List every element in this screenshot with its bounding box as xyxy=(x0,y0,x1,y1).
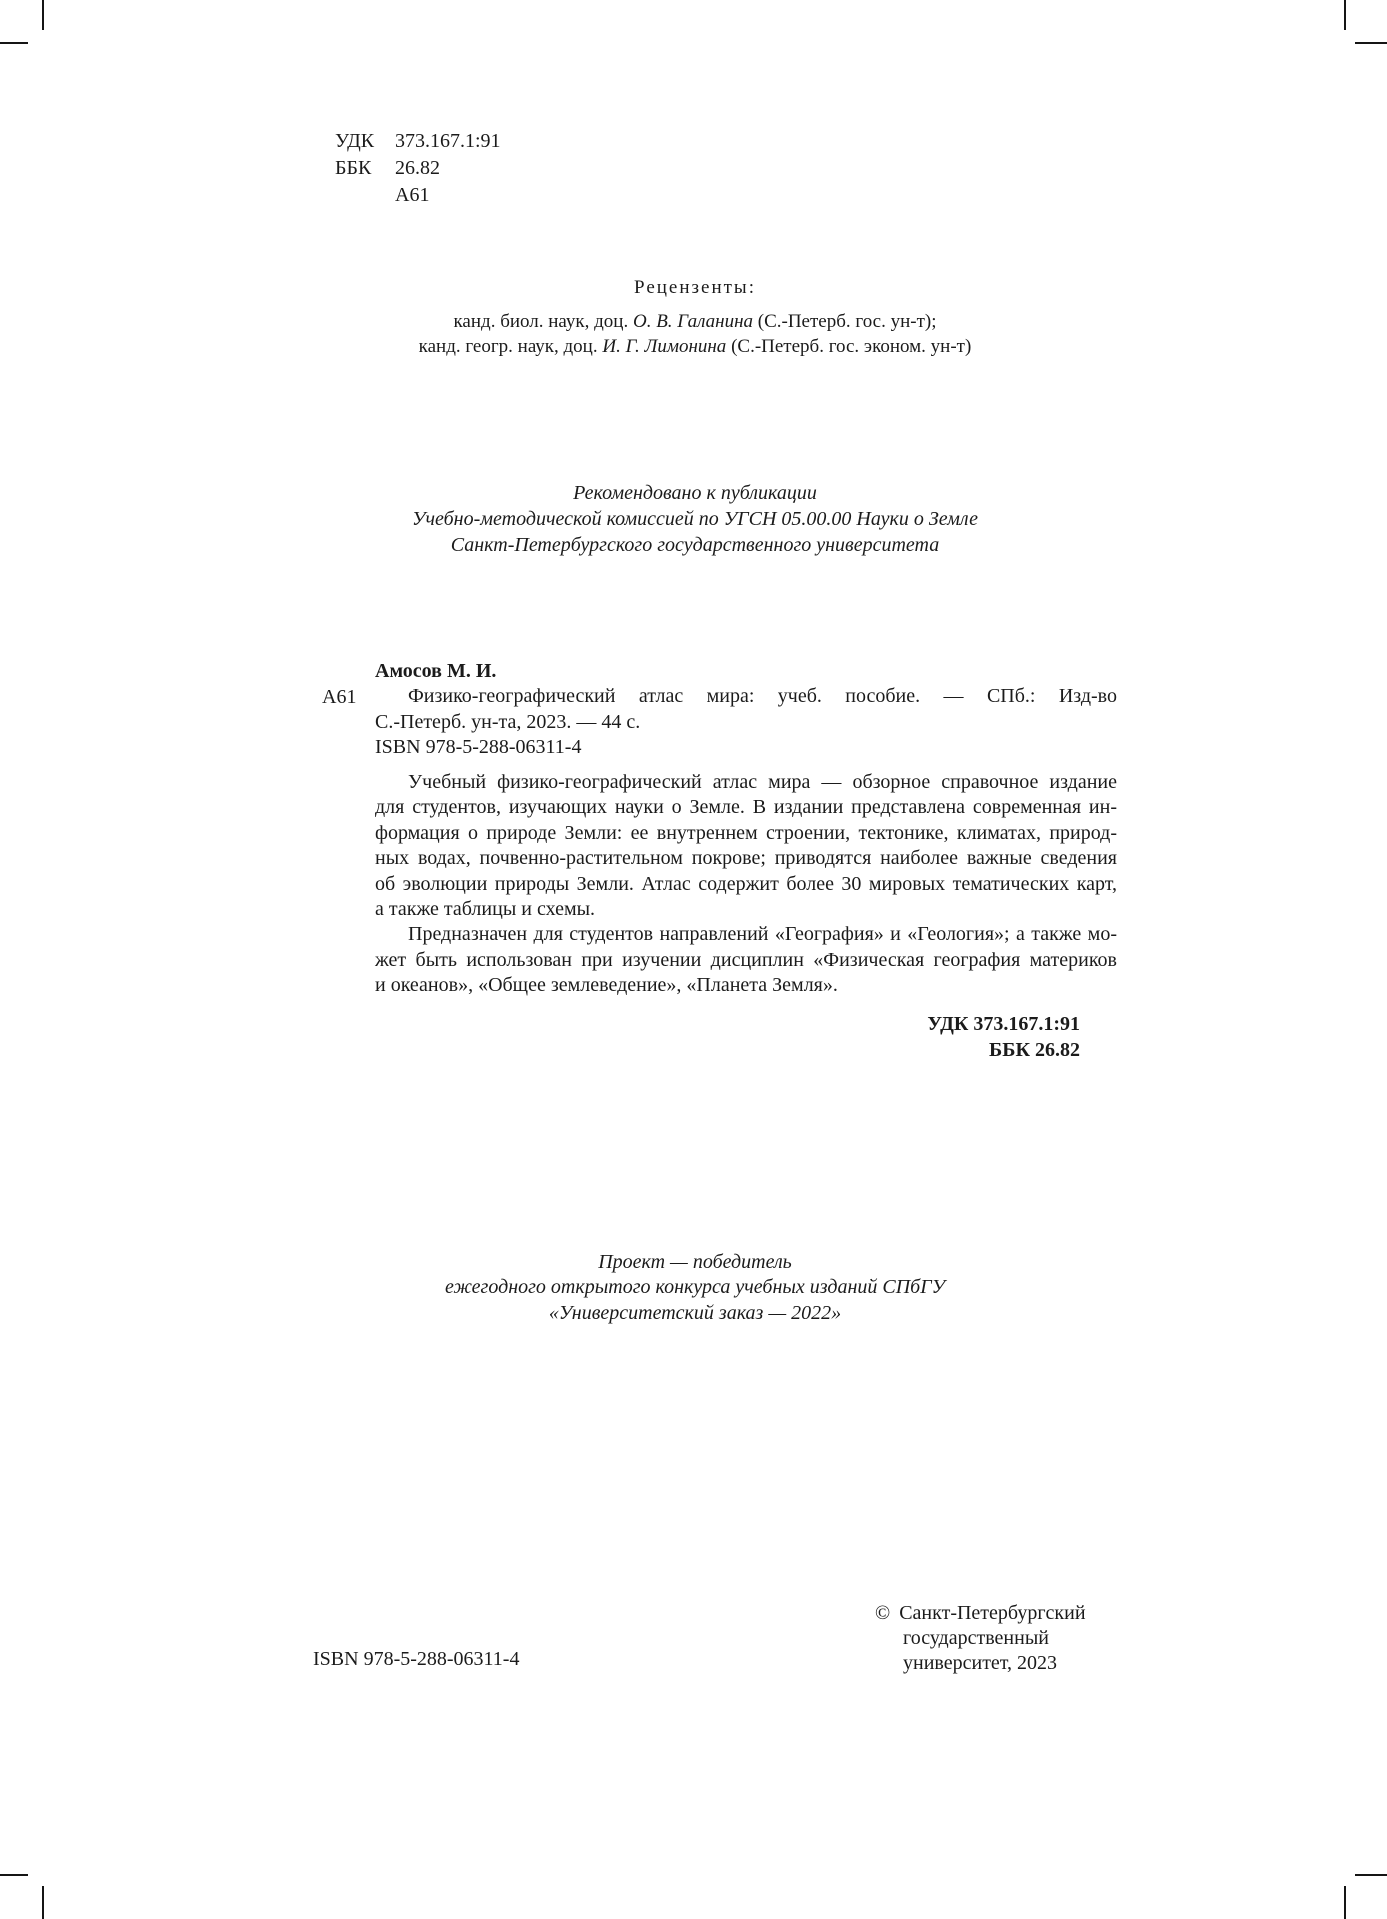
crop-mark-bottom-right-horizontal xyxy=(1355,1874,1387,1876)
award-line: Проект — победитель xyxy=(598,1251,792,1273)
author-sign: А61 xyxy=(395,184,430,206)
reviewer-line xyxy=(278,334,1112,359)
bibliographic-description xyxy=(375,684,1117,735)
bottom-codes-block xyxy=(375,1012,1080,1063)
author-sign-row xyxy=(335,182,501,209)
udk-bold: УДК 373.167.1:91 xyxy=(927,1013,1080,1035)
reviewer-degree: канд. геогр. наук, доц. xyxy=(418,336,603,357)
reviewers-heading: Рецензенты: xyxy=(634,277,756,298)
author-name: Амосов М. И. xyxy=(375,660,497,682)
text-line: Учебный физико-географический атлас мира — обзорное справочное издание xyxy=(408,771,1117,793)
reviewer-affiliation: (С.-Петерб. гос. эконом. ун-т) xyxy=(726,336,972,357)
author-sign-margin: А61 xyxy=(322,686,357,708)
recommendation-line: Санкт-Петербургского государственного университета xyxy=(450,534,940,556)
footer-isbn: ISBN 978-5-288-06311-4 xyxy=(313,1648,520,1670)
bbk-bold: ББК 26.82 xyxy=(989,1038,1080,1061)
recommendation-block xyxy=(278,480,1112,558)
crop-mark-bottom-left-horizontal xyxy=(0,1874,28,1876)
isbn-line: ISBN 978-5-288-06311-4 xyxy=(375,736,582,758)
reviewers-block xyxy=(278,276,1112,359)
crop-mark-top-right-horizontal xyxy=(1355,42,1387,44)
text-line: и океанов», «Общее землеведение», «Планета Земля». xyxy=(375,974,838,997)
crop-mark-bottom-left-vertical xyxy=(42,1886,44,1919)
copyright-holder: Санкт-Петербургский xyxy=(899,1602,1086,1624)
crop-mark-bottom-right-vertical xyxy=(1344,1886,1346,1919)
reviewer-degree: канд. биол. наук, доц. xyxy=(453,311,633,332)
text-line: жет быть использован при изучении дисциплин «Физическая география материков xyxy=(375,948,1117,971)
text-line: формация о природе Земли: ее внутреннем строении, тектонике, климатах, природ- xyxy=(375,821,1117,844)
copyright-line: государственный xyxy=(903,1627,1049,1649)
author-sign-spacer xyxy=(335,182,395,209)
crop-mark-top-right-vertical xyxy=(1344,0,1346,30)
recommendation-line: Учебно-методической комиссией по УГСН 05.00.00 Науки о Земле xyxy=(412,508,978,530)
top-codes-block xyxy=(335,128,501,209)
copyright-line: университет, 2023 xyxy=(903,1652,1058,1674)
reviewer-affiliation: (С.-Петерб. гос. ун-т); xyxy=(753,311,937,332)
udk-label: УДК xyxy=(335,130,375,152)
text-line: а также таблицы и схемы. xyxy=(375,898,596,921)
bbk-label: ББК xyxy=(335,157,372,179)
udk-row xyxy=(335,128,501,155)
text-line: Предназначен для студентов направлений «География» и «Геология»; а также мо- xyxy=(408,923,1117,946)
text-line: С.-Петерб. ун-та, 2023. — 44 с. xyxy=(375,710,641,733)
bbk-value: 26.82 xyxy=(395,157,440,179)
udk-value: 373.167.1:91 xyxy=(395,130,501,152)
annotation-paragraph xyxy=(375,770,1117,922)
text-line: ных водах, почвенно-растительном покрове; приводятся наиболее важные сведения xyxy=(375,847,1117,870)
text-line: для студентов, изучающих науки о Земле. В издании представлена современная ин- xyxy=(375,796,1117,819)
award-line: «Университетский заказ — 2022» xyxy=(548,1301,842,1324)
text-line: об эволюции природы Земли. Атлас содержит более 30 мировых тематических карт, xyxy=(375,872,1117,895)
bbk-row xyxy=(335,155,501,182)
annotation-block xyxy=(375,770,1117,999)
recommendation-line: Рекомендовано к публикации xyxy=(573,482,817,504)
award-line: ежегодного открытого конкурса учебных изданий СПбГУ xyxy=(444,1276,946,1299)
crop-mark-top-left-horizontal xyxy=(0,42,28,44)
copyright-line xyxy=(875,1601,1086,1626)
award-block xyxy=(278,1250,1112,1326)
reviewer-name: О. В. Галанина xyxy=(632,311,753,332)
crop-mark-top-left-vertical xyxy=(42,0,44,30)
annotation-paragraph xyxy=(375,922,1117,998)
reviewer-name: И. Г. Лимонина xyxy=(602,336,727,357)
reviewer-line xyxy=(278,309,1112,334)
copyright-symbol: © xyxy=(875,1602,891,1624)
text-line: Физико-географический атлас мира: учеб. пособие. — СПб.: Изд-во xyxy=(408,685,1117,707)
bibliographic-block xyxy=(322,658,1117,761)
copyright-block xyxy=(875,1601,1086,1676)
